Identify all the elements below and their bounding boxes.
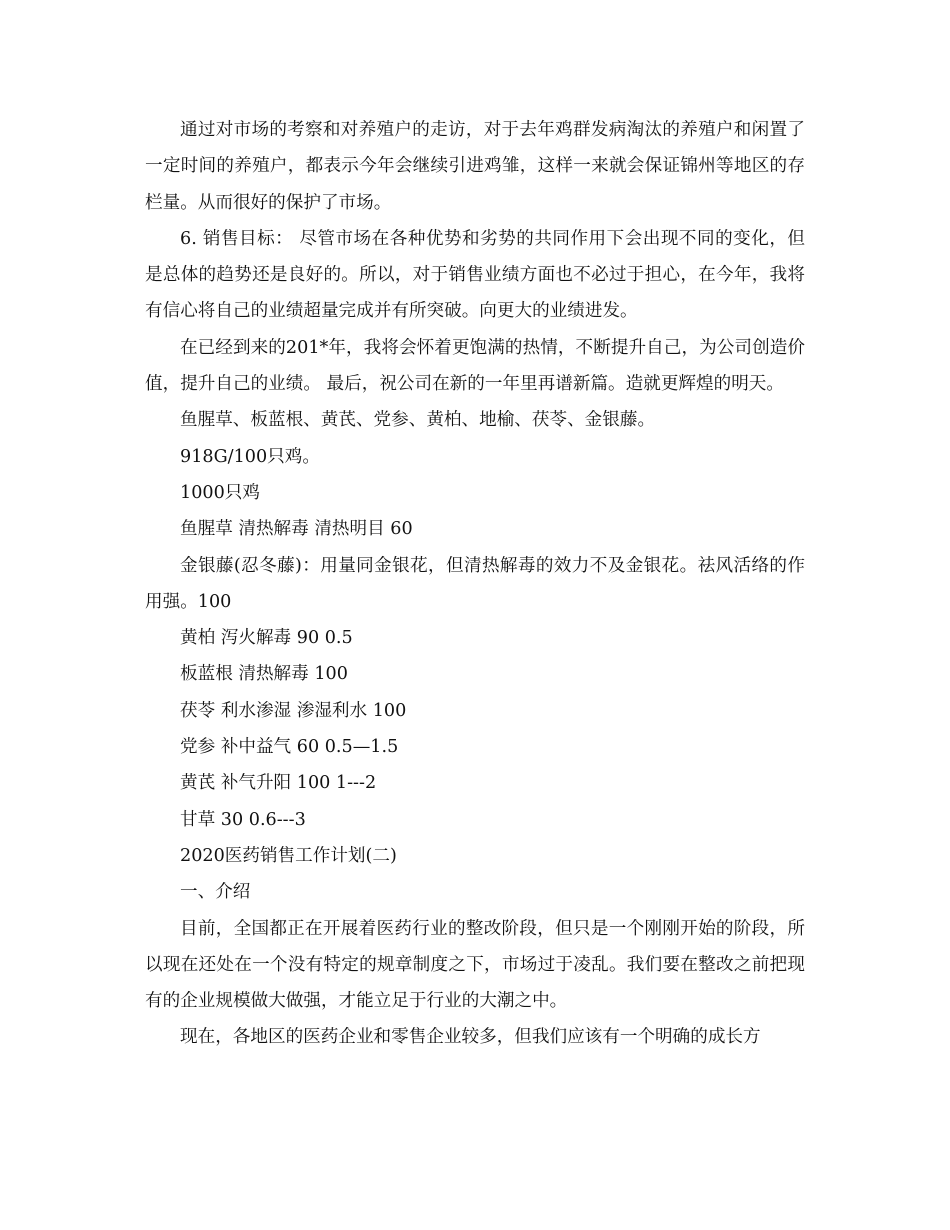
section-heading: 2020医药销售工作计划(二) xyxy=(180,845,397,866)
paragraph-chicken-count: 1000只鸡 xyxy=(180,482,260,503)
document-body xyxy=(145,112,805,1056)
paragraph-dosage: 918G/100只鸡。 xyxy=(180,446,320,467)
paragraph-herb-huangbai: 黄柏 泻火解毒 90 0.5 xyxy=(180,628,353,649)
paragraph-herb-list: 鱼腥草、板蓝根、黄芪、党参、黄柏、地榆、茯苓、金银藤。 xyxy=(180,410,656,431)
paragraph-herb-jinyinteng: 金银藤(忍冬藤)：用量同金银花，但清热解毒的效力不及金银花。祛风活络的作用强。100 xyxy=(145,555,805,612)
paragraph-new-year: 在已经到来的201*年，我将会怀着更饱满的热情，不断提升自己，为公司创造价值，提升自己的业绩。 最后，祝公司在新的一年里再谱新篇。造就更辉煌的明天。 xyxy=(145,337,805,395)
paragraph-market-survey: 通过对市场的考察和对养殖户的走访，对于去年鸡群发病淘汰的养殖户和闲置了一定时间的养殖户，都表示今年会继续引进鸡雏，这样一来就会保证锦州等地区的存栏量。从而很好的保护了市场。 xyxy=(145,120,805,213)
paragraph-current-state: 现在，各地区的医药企业和零售企业较多，但我们应该有一个明确的成长方 xyxy=(180,1027,761,1048)
paragraph-herb-gancao: 甘草 30 0.6---3 xyxy=(180,809,306,830)
paragraph-intro: 目前，全国都正在开展着医药行业的整改阶段，但只是一个刚刚开始的阶段，所以现在还处在一个没有特定的规章制度之下，市场过于凌乱。我们要在整改之前把现有的企业规模做大做强，才能立足于行业的大潮之中。 xyxy=(145,918,805,1012)
paragraph-herb-huangqi: 黄芪 补气升阳 100 1---2 xyxy=(180,773,377,794)
paragraph-herb-yuxingcao: 鱼腥草 清热解毒 清热明目 60 xyxy=(180,519,413,540)
paragraph-herb-banlangen: 板蓝根 清热解毒 100 xyxy=(180,664,348,685)
paragraph-sales-target: 6. 销售目标： 尽管市场在各种优势和劣势的共同作用下会出现不同的变化，但是总体的趋势还是良好的。所以，对于销售业绩方面也不必过于担心，在今年，我将有信心将自己的业绩超量完成并有所突破。向更大的业绩进发。 xyxy=(145,228,805,322)
paragraph-herb-fuling: 茯苓 利水渗湿 渗湿利水 100 xyxy=(180,700,407,721)
paragraph-herb-dangshen: 党参 补中益气 60 0.5—1.5 xyxy=(180,737,399,758)
subsection-heading: 一、介绍 xyxy=(180,882,251,903)
